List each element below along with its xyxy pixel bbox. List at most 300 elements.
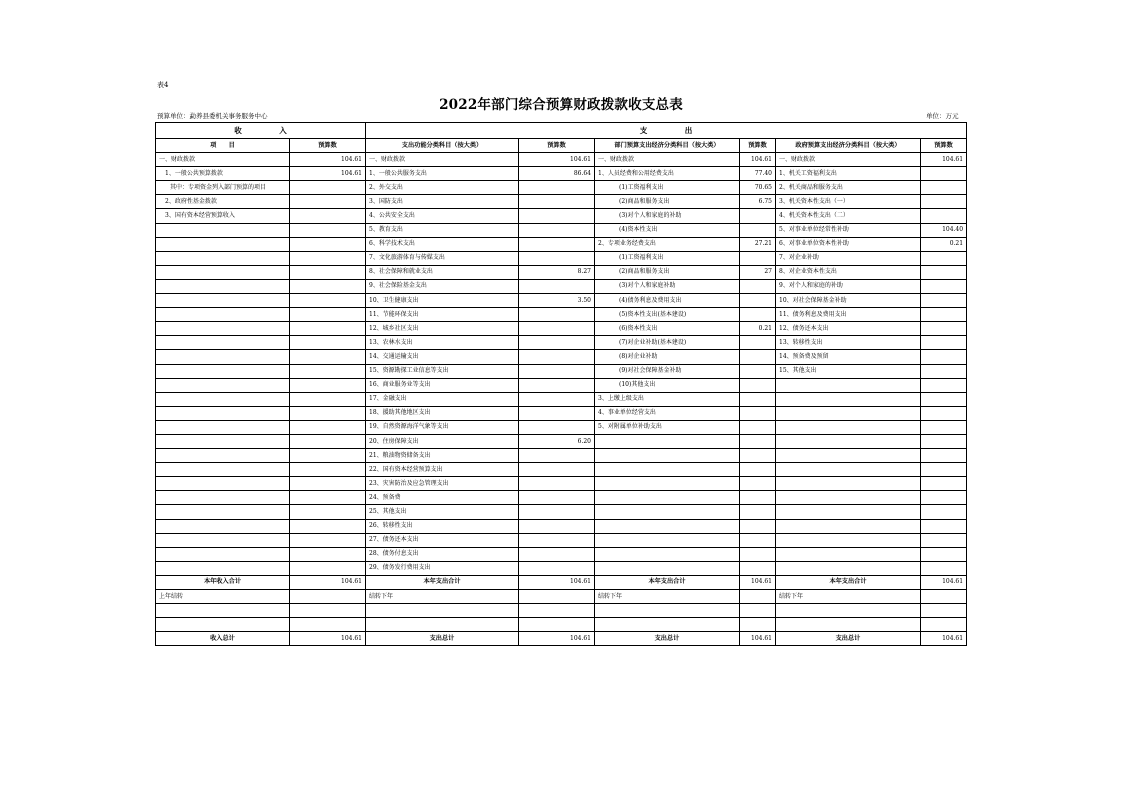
table-row — [156, 153, 967, 167]
item-label-cell: 本年支出合计 — [366, 575, 519, 589]
item-label-cell — [776, 505, 921, 519]
budget-amount-cell — [290, 251, 366, 265]
budget-amount-cell — [519, 308, 595, 322]
budget-amount-cell — [290, 350, 366, 364]
budget-amount-cell: 104.61 — [740, 632, 776, 646]
column-header: 政府预算支出经济分类科目（按大类） — [776, 139, 921, 153]
budget-amount-cell — [519, 463, 595, 477]
budget-amount-cell — [290, 308, 366, 322]
item-label-cell: 3、国有资本经营预算收入 — [156, 209, 290, 223]
budget-amount-cell — [519, 364, 595, 378]
income-section-header: 收 入 — [156, 123, 366, 139]
budget-summary-table — [155, 122, 967, 646]
budget-amount-cell: 104.61 — [740, 153, 776, 167]
item-label-cell: 2、专项业务经费支出 — [595, 237, 740, 251]
page-label: 表4 — [157, 81, 169, 89]
budget-amount-cell — [290, 223, 366, 237]
item-label-cell: 20、住房保障支出 — [366, 434, 519, 448]
column-header: 预算数 — [921, 139, 967, 153]
item-label-cell — [595, 519, 740, 533]
empty-cell — [156, 604, 290, 618]
budget-amount-cell — [519, 378, 595, 392]
item-label-cell: 2、外交支出 — [366, 181, 519, 195]
budget-amount-cell — [740, 434, 776, 448]
budget-amount-cell — [519, 561, 595, 575]
item-label-cell: 收入总计 — [156, 632, 290, 646]
item-label-cell: (2)商品和服务支出 — [595, 265, 740, 279]
budget-unit: 预算单位：勐养县委机关事务服务中心 — [157, 112, 268, 120]
item-label-cell: 21、粮油物资储备支出 — [366, 449, 519, 463]
item-label-cell — [156, 392, 290, 406]
item-label-cell: (10)其他支出 — [595, 378, 740, 392]
budget-amount-cell — [921, 279, 967, 293]
budget-amount-cell: 77.40 — [740, 167, 776, 181]
budget-amount-cell — [921, 350, 967, 364]
budget-amount-cell: 104.61 — [921, 632, 967, 646]
item-label-cell — [595, 434, 740, 448]
blank-row — [156, 604, 967, 618]
budget-amount-cell: 104.61 — [740, 575, 776, 589]
budget-amount-cell — [290, 265, 366, 279]
budget-amount-cell — [519, 505, 595, 519]
budget-amount-cell — [921, 491, 967, 505]
budget-amount-cell — [921, 392, 967, 406]
item-label-cell — [776, 463, 921, 477]
item-label-cell: (2)商品和服务支出 — [595, 195, 740, 209]
item-label-cell — [156, 237, 290, 251]
item-label-cell: 6、科学技术支出 — [366, 237, 519, 251]
budget-amount-cell — [290, 406, 366, 420]
column-header: 预算数 — [740, 139, 776, 153]
budget-amount-cell — [921, 463, 967, 477]
item-label-cell — [156, 449, 290, 463]
item-label-cell — [156, 378, 290, 392]
budget-amount-cell — [921, 364, 967, 378]
budget-amount-cell — [740, 350, 776, 364]
item-label-cell — [776, 491, 921, 505]
budget-amount-cell — [740, 561, 776, 575]
table-row — [156, 322, 967, 336]
item-label-cell — [156, 265, 290, 279]
item-label-cell — [156, 547, 290, 561]
budget-amount-cell — [921, 420, 967, 434]
item-label-cell: 15、其他支出 — [776, 364, 921, 378]
item-label-cell: 本年收入合计 — [156, 575, 290, 589]
item-label-cell: 1、机关工资福利支出 — [776, 167, 921, 181]
item-label-cell — [776, 533, 921, 547]
item-label-cell: 4、机关资本性支出（二） — [776, 209, 921, 223]
budget-amount-cell: 104.61 — [519, 632, 595, 646]
item-label-cell — [156, 279, 290, 293]
page-title: 2022年部门综合预算财政拨款收支总表 — [439, 97, 683, 113]
item-label-cell: 1、一般公共服务支出 — [366, 167, 519, 181]
budget-amount-cell: 104.61 — [519, 575, 595, 589]
budget-amount-cell: 104.61 — [921, 153, 967, 167]
budget-amount-cell — [921, 336, 967, 350]
budget-amount-cell — [740, 308, 776, 322]
item-label-cell: 17、金融支出 — [366, 392, 519, 406]
grand-total-row — [156, 632, 967, 646]
budget-amount-cell — [519, 477, 595, 491]
budget-amount-cell — [519, 251, 595, 265]
budget-amount-cell: 104.61 — [519, 153, 595, 167]
item-label-cell: 24、预备费 — [366, 491, 519, 505]
item-label-cell — [156, 336, 290, 350]
expense-section-header: 支 出 — [366, 123, 967, 139]
budget-amount-cell: 0.21 — [921, 237, 967, 251]
budget-amount-cell — [519, 209, 595, 223]
item-label-cell: (6)资本性支出 — [595, 322, 740, 336]
table-row — [156, 449, 967, 463]
item-label-cell: (1)工资福利支出 — [595, 251, 740, 265]
budget-amount-cell — [290, 547, 366, 561]
item-label-cell — [156, 420, 290, 434]
item-label-cell: 2、政府性基金拨款 — [156, 195, 290, 209]
item-label-cell — [156, 491, 290, 505]
budget-amount-cell — [290, 561, 366, 575]
item-label-cell — [156, 519, 290, 533]
item-label-cell — [156, 533, 290, 547]
budget-amount-cell — [921, 181, 967, 195]
item-label-cell: 25、其他支出 — [366, 505, 519, 519]
table-row — [156, 392, 967, 406]
budget-amount-cell — [290, 491, 366, 505]
empty-cell — [740, 618, 776, 632]
item-label-cell: 13、农林水支出 — [366, 336, 519, 350]
item-label-cell: 18、援助其他地区支出 — [366, 406, 519, 420]
budget-amount-cell: 8.27 — [519, 265, 595, 279]
table-row — [156, 519, 967, 533]
empty-cell — [290, 618, 366, 632]
item-label-cell: 27、债务还本支出 — [366, 533, 519, 547]
item-label-cell: 11、债务利息及费用支出 — [776, 308, 921, 322]
item-label-cell — [156, 350, 290, 364]
item-label-cell — [156, 223, 290, 237]
budget-amount-cell: 104.61 — [290, 153, 366, 167]
item-label-cell: 其中：专项资金列入部门预算的项目 — [156, 181, 290, 195]
empty-cell — [366, 618, 519, 632]
item-label-cell — [595, 505, 740, 519]
budget-amount-cell — [740, 279, 776, 293]
budget-amount-cell — [290, 449, 366, 463]
item-label-cell: 5、对附属单位补助支出 — [595, 420, 740, 434]
budget-amount-cell — [921, 505, 967, 519]
item-label-cell: (4)债务利息及费用支出 — [595, 294, 740, 308]
item-label-cell: (7)对企业补助(基本建设) — [595, 336, 740, 350]
budget-amount-cell — [290, 463, 366, 477]
budget-amount-cell — [519, 491, 595, 505]
item-label-cell — [156, 251, 290, 265]
item-label-cell — [595, 547, 740, 561]
budget-amount-cell — [290, 434, 366, 448]
item-label-cell — [595, 477, 740, 491]
budget-amount-cell — [740, 463, 776, 477]
table-row — [156, 406, 967, 420]
item-label-cell: 上年结转 — [156, 590, 290, 604]
budget-amount-cell — [290, 195, 366, 209]
empty-cell — [595, 618, 740, 632]
item-label-cell — [156, 308, 290, 322]
item-label-cell: 26、转移性支出 — [366, 519, 519, 533]
table-row — [156, 547, 967, 561]
item-label-cell — [156, 294, 290, 308]
item-label-cell: 本年支出合计 — [776, 575, 921, 589]
item-label-cell: 支出总计 — [595, 632, 740, 646]
table-row — [156, 265, 967, 279]
item-label-cell — [776, 420, 921, 434]
item-label-cell — [776, 477, 921, 491]
item-label-cell: 1、一般公共预算拨款 — [156, 167, 290, 181]
item-label-cell — [776, 561, 921, 575]
budget-amount-cell — [740, 477, 776, 491]
column-header: 预算数 — [290, 139, 366, 153]
item-label-cell: 8、社会保障和就业支出 — [366, 265, 519, 279]
item-label-cell — [156, 477, 290, 491]
item-label-cell: 4、事业单位经营支出 — [595, 406, 740, 420]
table-row — [156, 181, 967, 195]
item-label-cell: 7、对企业补助 — [776, 251, 921, 265]
table-row — [156, 420, 967, 434]
budget-amount-cell — [921, 209, 967, 223]
table-row — [156, 505, 967, 519]
budget-amount-cell: 104.61 — [290, 575, 366, 589]
item-label-cell: 一、财政拨款 — [156, 153, 290, 167]
item-label-cell — [776, 519, 921, 533]
budget-amount-cell: 27 — [740, 265, 776, 279]
budget-amount-cell — [740, 223, 776, 237]
budget-amount-cell — [519, 195, 595, 209]
budget-amount-cell — [740, 378, 776, 392]
item-label-cell: 3、上缴上级支出 — [595, 392, 740, 406]
budget-amount-cell — [519, 449, 595, 463]
table-row — [156, 294, 967, 308]
item-label-cell: 2、机关商品和服务支出 — [776, 181, 921, 195]
item-label-cell: 29、债务发行费用支出 — [366, 561, 519, 575]
empty-cell — [921, 618, 967, 632]
item-label-cell — [156, 505, 290, 519]
item-label-cell — [595, 491, 740, 505]
budget-amount-cell — [519, 420, 595, 434]
item-label-cell: 支出总计 — [776, 632, 921, 646]
budget-amount-cell — [921, 378, 967, 392]
table-row — [156, 167, 967, 181]
budget-amount-cell: 70.65 — [740, 181, 776, 195]
budget-amount-cell: 27.21 — [740, 237, 776, 251]
item-label-cell: 结转下年 — [366, 590, 519, 604]
item-label-cell: (5)资本性支出(基本建设) — [595, 308, 740, 322]
table-row — [156, 463, 967, 477]
budget-amount-cell — [290, 322, 366, 336]
budget-amount-cell — [740, 505, 776, 519]
budget-amount-cell — [519, 336, 595, 350]
budget-amount-cell — [740, 420, 776, 434]
budget-amount-cell — [740, 533, 776, 547]
item-label-cell — [595, 463, 740, 477]
budget-amount-cell — [519, 547, 595, 561]
empty-cell — [921, 604, 967, 618]
carry-over-row — [156, 590, 967, 604]
table-row — [156, 336, 967, 350]
item-label-cell: 23、灾害防治及应急管理支出 — [366, 477, 519, 491]
budget-amount-cell — [290, 209, 366, 223]
item-label-cell: 5、对事业单位经常性补助 — [776, 223, 921, 237]
budget-amount-cell — [921, 251, 967, 265]
item-label-cell: 22、国有资本经营预算支出 — [366, 463, 519, 477]
budget-amount-cell — [519, 322, 595, 336]
item-label-cell — [776, 547, 921, 561]
budget-amount-cell — [290, 533, 366, 547]
item-label-cell: (1)工资福利支出 — [595, 181, 740, 195]
budget-amount-cell — [519, 223, 595, 237]
empty-cell — [595, 604, 740, 618]
budget-amount-cell — [290, 519, 366, 533]
budget-amount-cell — [740, 364, 776, 378]
table-row — [156, 350, 967, 364]
budget-amount-cell: 104.61 — [290, 632, 366, 646]
item-label-cell: 11、节能环保支出 — [366, 308, 519, 322]
budget-amount-cell — [921, 449, 967, 463]
table-row — [156, 209, 967, 223]
item-label-cell: 一、财政拨款 — [776, 153, 921, 167]
budget-amount-cell: 6.20 — [519, 434, 595, 448]
budget-amount-cell — [290, 364, 366, 378]
budget-amount-cell — [740, 449, 776, 463]
budget-amount-cell — [740, 547, 776, 561]
item-label-cell: 12、城乡社区支出 — [366, 322, 519, 336]
item-label-cell: (8)对企业补助 — [595, 350, 740, 364]
budget-amount-cell — [740, 491, 776, 505]
budget-amount-cell: 6.75 — [740, 195, 776, 209]
item-label-cell: 3、国防支出 — [366, 195, 519, 209]
budget-amount-cell — [921, 519, 967, 533]
budget-amount-cell: 104.61 — [290, 167, 366, 181]
item-label-cell — [156, 561, 290, 575]
item-label-cell: (9)对社会保障基金补助 — [595, 364, 740, 378]
column-header: 项 目 — [156, 139, 290, 153]
item-label-cell — [156, 406, 290, 420]
budget-amount-cell — [921, 195, 967, 209]
item-label-cell: 结转下年 — [595, 590, 740, 604]
budget-amount-cell: 86.64 — [519, 167, 595, 181]
item-label-cell — [156, 463, 290, 477]
budget-amount-cell — [921, 533, 967, 547]
budget-amount-cell: 104.61 — [921, 575, 967, 589]
empty-cell — [519, 618, 595, 632]
item-label-cell: (4)资本性支出 — [595, 223, 740, 237]
budget-amount-cell — [290, 420, 366, 434]
budget-amount-cell — [290, 378, 366, 392]
item-label-cell: 一、财政拨款 — [366, 153, 519, 167]
item-label-cell — [776, 406, 921, 420]
table-row — [156, 491, 967, 505]
table-row — [156, 279, 967, 293]
item-label-cell: 14、交通运输支出 — [366, 350, 519, 364]
item-label-cell: 支出总计 — [366, 632, 519, 646]
item-label-cell: 5、教育支出 — [366, 223, 519, 237]
item-label-cell — [776, 378, 921, 392]
item-label-cell — [776, 434, 921, 448]
budget-amount-cell — [519, 533, 595, 547]
item-label-cell: 8、对企业资本性支出 — [776, 265, 921, 279]
column-header: 支出功能分类科目（按大类） — [366, 139, 519, 153]
budget-amount-cell — [519, 406, 595, 420]
item-label-cell — [156, 434, 290, 448]
table-row — [156, 308, 967, 322]
budget-amount-cell — [740, 392, 776, 406]
budget-amount-cell — [290, 590, 366, 604]
item-label-cell: 12、债务还本支出 — [776, 322, 921, 336]
year-total-row — [156, 575, 967, 589]
item-label-cell: 28、债务付息支出 — [366, 547, 519, 561]
budget-amount-cell — [740, 294, 776, 308]
table-row — [156, 378, 967, 392]
budget-amount-cell — [921, 265, 967, 279]
budget-amount-cell — [740, 519, 776, 533]
item-label-cell: 9、社会保险基金支出 — [366, 279, 519, 293]
budget-amount-cell: 104.40 — [921, 223, 967, 237]
table-row — [156, 195, 967, 209]
table-row — [156, 434, 967, 448]
item-label-cell: (3)对个人和家庭补助 — [595, 279, 740, 293]
budget-amount-cell — [519, 590, 595, 604]
item-label-cell: 本年支出合计 — [595, 575, 740, 589]
table-row — [156, 237, 967, 251]
budget-amount-cell — [519, 181, 595, 195]
budget-amount-cell — [290, 294, 366, 308]
budget-amount-cell — [519, 237, 595, 251]
budget-amount-cell — [290, 392, 366, 406]
table-row — [156, 533, 967, 547]
item-label-cell — [595, 533, 740, 547]
item-label-cell — [156, 322, 290, 336]
budget-amount-cell — [921, 167, 967, 181]
table-row — [156, 477, 967, 491]
budget-amount-cell — [290, 336, 366, 350]
empty-cell — [740, 604, 776, 618]
item-label-cell: 1、人员经费和公用经费支出 — [595, 167, 740, 181]
budget-amount-cell — [519, 519, 595, 533]
budget-amount-cell — [290, 279, 366, 293]
empty-cell — [776, 604, 921, 618]
currency-unit: 单位：万元 — [926, 112, 959, 120]
budget-amount-cell — [921, 434, 967, 448]
budget-amount-cell: 0.21 — [740, 322, 776, 336]
item-label-cell: 9、对个人和家庭的补助 — [776, 279, 921, 293]
budget-amount-cell — [290, 237, 366, 251]
item-label-cell: 13、转移性支出 — [776, 336, 921, 350]
empty-cell — [776, 618, 921, 632]
budget-amount-cell — [921, 590, 967, 604]
budget-amount-cell — [740, 251, 776, 265]
budget-amount-cell — [519, 350, 595, 364]
empty-cell — [156, 618, 290, 632]
budget-amount-cell — [921, 322, 967, 336]
budget-amount-cell — [921, 406, 967, 420]
item-label-cell: 4、公共安全支出 — [366, 209, 519, 223]
item-label-cell: 7、文化旅游体育与传媒支出 — [366, 251, 519, 265]
budget-amount-cell — [740, 336, 776, 350]
column-header: 预算数 — [519, 139, 595, 153]
table-row — [156, 364, 967, 378]
empty-cell — [366, 604, 519, 618]
item-label-cell: 16、商业服务业等支出 — [366, 378, 519, 392]
item-label-cell — [776, 449, 921, 463]
table-row — [156, 223, 967, 237]
budget-amount-cell — [519, 279, 595, 293]
section-header-row — [156, 123, 967, 139]
item-label-cell: 3、机关资本性支出（一） — [776, 195, 921, 209]
item-label-cell: 14、预备费及预留 — [776, 350, 921, 364]
